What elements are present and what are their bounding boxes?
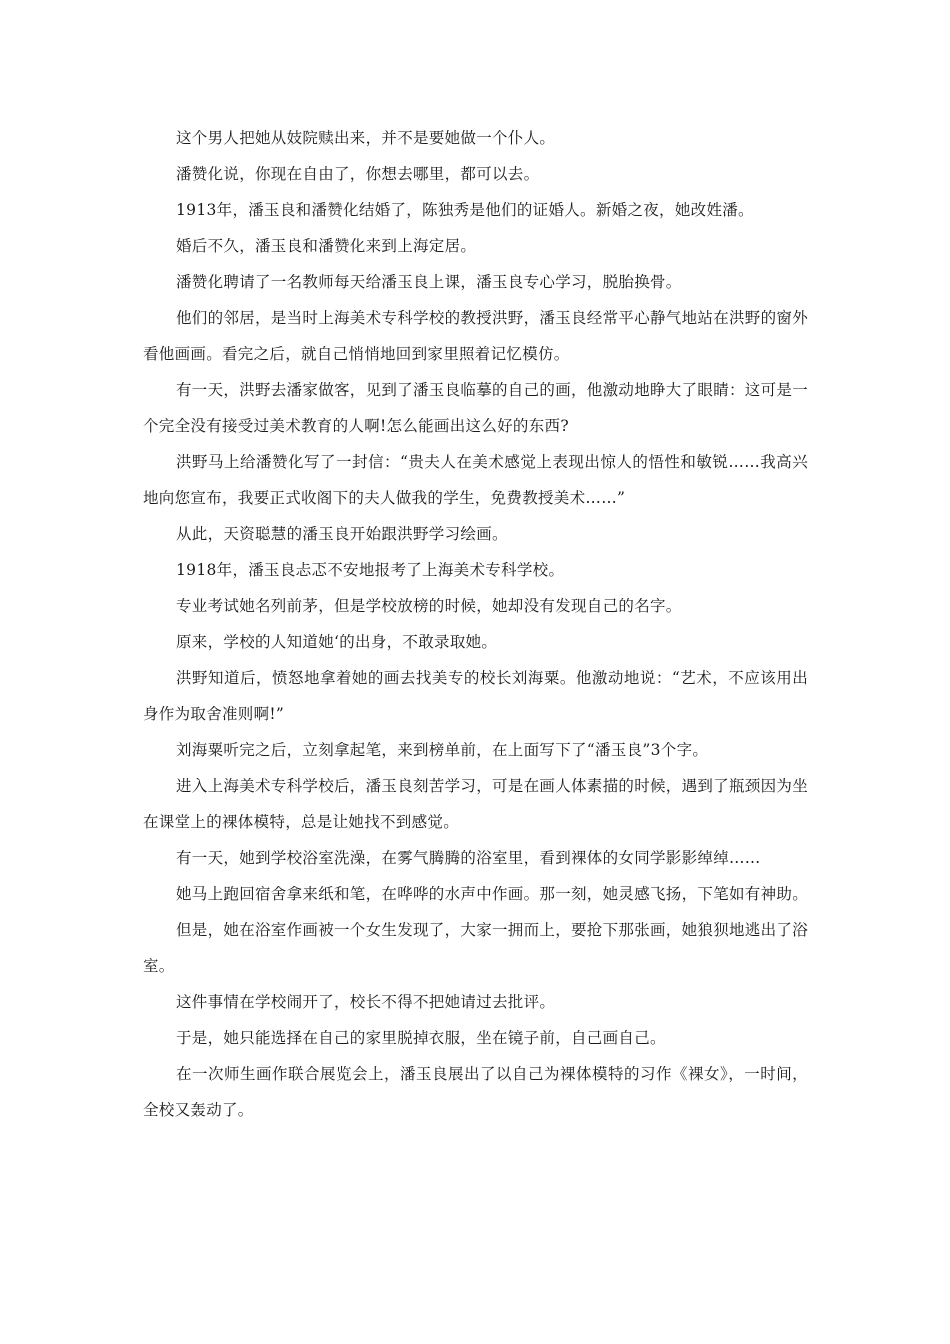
paragraph: 这件事情在学校闹开了，校长不得不把她请过去批评。 (176, 993, 556, 1011)
paragraph: 潘赞化聘请了一名教师每天给潘玉良上课，潘玉良专心学习，脱胎换骨。 (176, 273, 682, 291)
paragraph: 1918年，潘玉良忐忑不安地报考了上海美术专科学校。 (176, 561, 565, 579)
paragraph: 有一天，洪野去潘家做客，见到了潘玉良临摹的自己的画，他激动地睁大了眼睛：这可是一个完全没有接受过美术教育的人啊!怎么能画出这么好的东西? (143, 381, 809, 435)
paragraph: 从此，天资聪慧的潘玉良开始跟洪野学习绘画。 (176, 525, 508, 543)
paragraph: 但是，她在浴室作画被一个女生发现了，大家一拥而上，要抢下那张画，她狼狈地逃出了浴室。 (143, 921, 809, 975)
paragraph: 她马上跑回宿舍拿来纸和笔，在哗哗的水声中作画。那一刻，她灵感飞扬，下笔如有神助。 (176, 885, 809, 903)
paragraph: 1913年，潘玉良和潘赞化结婚了，陈独秀是他们的证婚人。新婚之夜，她改姓潘。 (176, 201, 754, 219)
paragraph: 在一次师生画作联合展览会上，潘玉良展出了以自己为裸体模特的习作《裸女》，一时间，全校又轰动了。 (143, 1065, 808, 1119)
paragraph: 这个男人把她从妓院赎出来，并不是要她做一个仆人。 (176, 129, 556, 147)
paragraph: 刘海粟听完之后，立刻拿起笔，来到榜单前，在上面写下了“潘玉良”3个字。 (176, 741, 709, 759)
paragraph: 于是，她只能选择在自己的家里脱掉衣服，坐在镜子前，自己画自己。 (176, 1029, 666, 1047)
paragraph: 专业考试她名列前茅，但是学校放榜的时候，她却没有发现自己的名字。 (176, 597, 682, 615)
paragraph: 潘赞化说，你现在自由了，你想去哪里，都可以去。 (176, 165, 540, 183)
paragraph: 他们的邻居，是当时上海美术专科学校的教授洪野，潘玉良经常平心静气地站在洪野的窗外看他画画。看完之后，就自己悄悄地回到家里照着记忆模仿。 (143, 309, 809, 363)
document-body (143, 120, 808, 1128)
paragraph: 婚后不久，潘玉良和潘赞化来到上海定居。 (176, 237, 477, 255)
paragraph: 进入上海美术专科学校后，潘玉良刻苦学习，可是在画人体素描的时候，遇到了瓶颈因为坐在课堂上的裸体模特，总是让她找不到感觉。 (143, 777, 809, 831)
paragraph: 原来，学校的人知道她‘的出身，不敢录取她。 (176, 633, 498, 651)
paragraph: 洪野马上给潘赞化写了一封信：“贵夫人在美术感觉上表现出惊人的悟性和敏锐……我高兴地向您宣布，我要正式收阁下的夫人做我的学生，免费教授美术……” (143, 453, 808, 507)
paragraph: 洪野知道后，愤怒地拿着她的画去找美专的校长刘海粟。他激动地说：“艺术，不应该用出身作为取舍准则啊!” (143, 669, 808, 723)
paragraph: 有一天，她到学校浴室洗澡，在雾气腾腾的浴室里，看到裸体的女同学影影绰绰…… (176, 849, 761, 867)
